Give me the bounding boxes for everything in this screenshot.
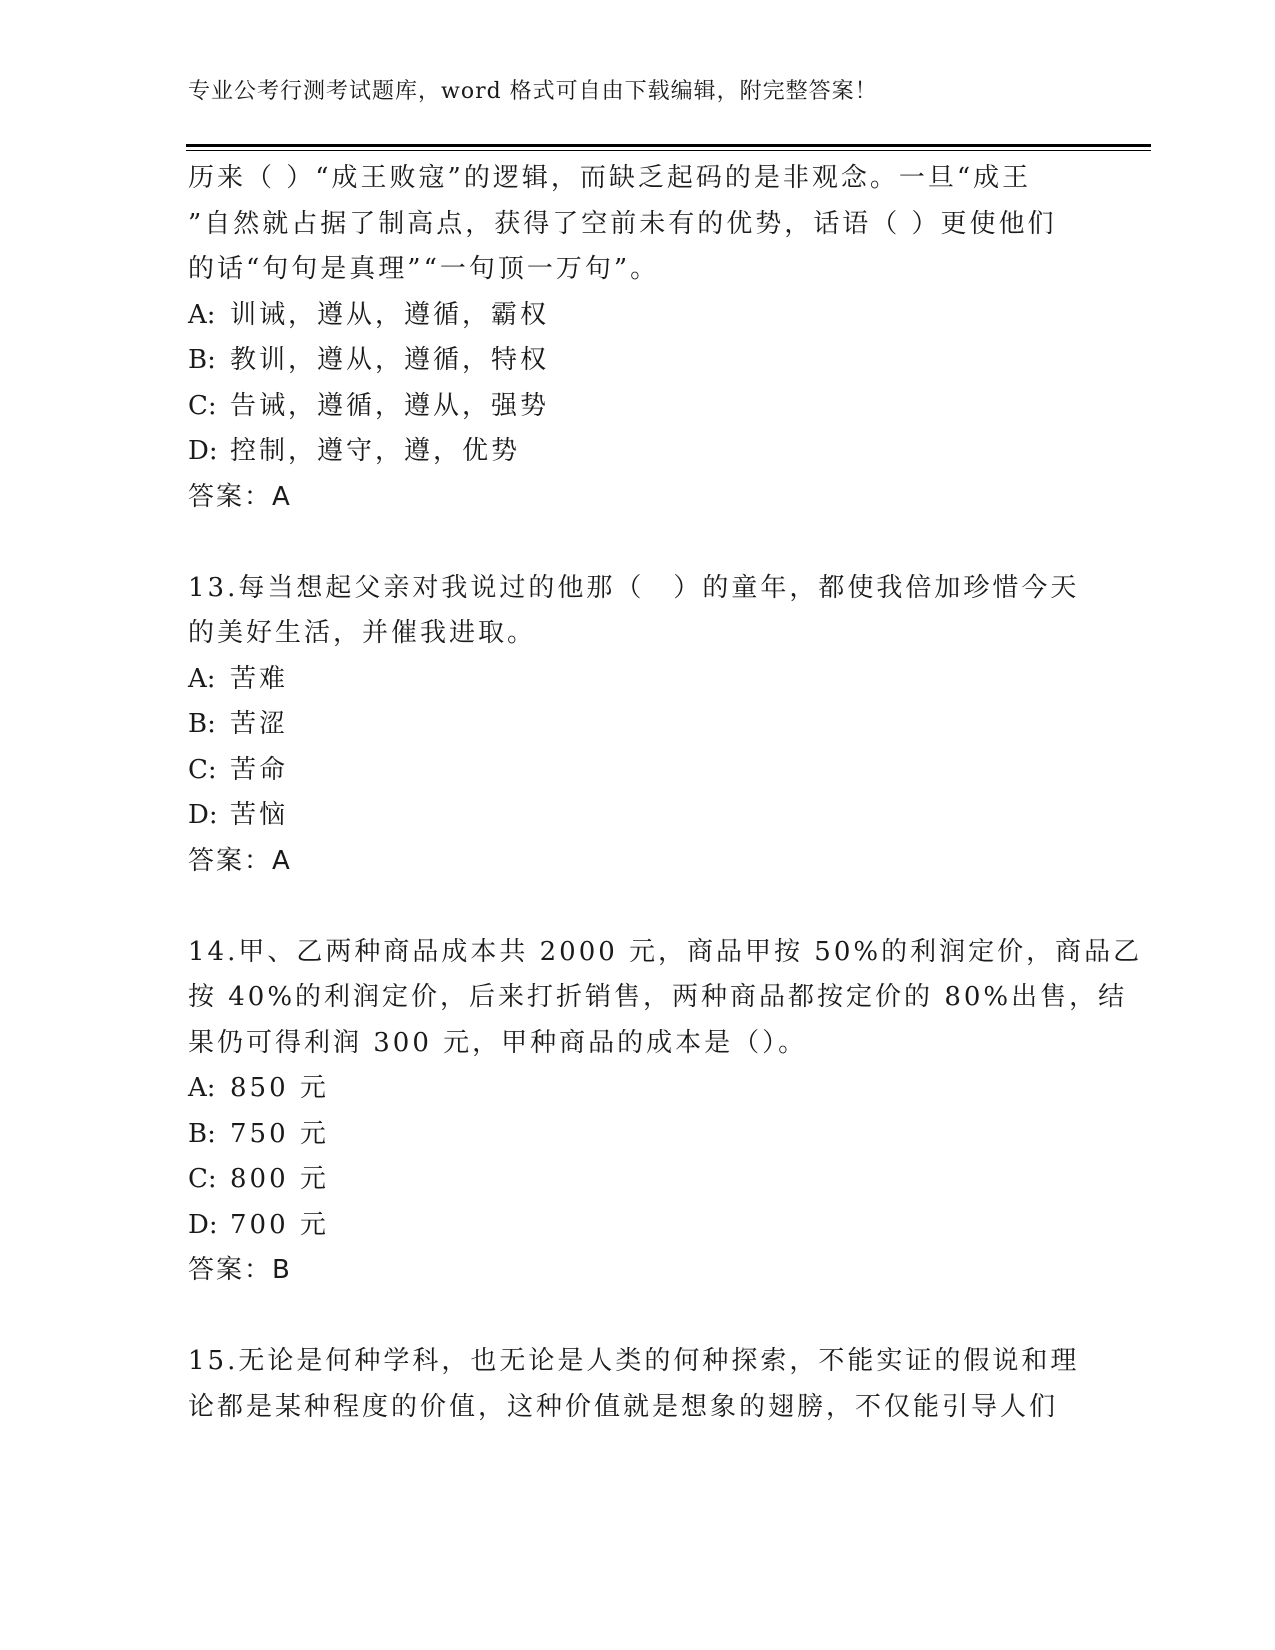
spacer xyxy=(188,520,1088,566)
option-key: B: xyxy=(188,345,216,375)
option-key: B: xyxy=(188,1118,216,1149)
question-text-line: 15.无论是何种学科，也无论是人类的何种探索，不能实证的假说和理 xyxy=(188,1346,1080,1376)
option-c xyxy=(188,1157,1088,1203)
option-text: 850 元 xyxy=(230,1073,329,1103)
option-text: 700 元 xyxy=(230,1209,329,1240)
header-rule-thin xyxy=(186,150,1151,151)
option-text: 控制，遵守，遵，优势 xyxy=(230,436,521,466)
option-text: 苦涩 xyxy=(230,709,289,739)
option-text: 苦难 xyxy=(230,663,289,694)
option-key: C: xyxy=(188,754,217,785)
option-b xyxy=(188,338,1088,384)
option-text: 教训，遵从，遵循，特权 xyxy=(230,345,550,375)
question-text-line: 论都是某种程度的价值，这种价值就是想象的翅膀，不仅能引导人们 xyxy=(188,1391,1059,1422)
question-text-line: 13.每当想起父亲对我说过的他那（ ）的童年，都使我倍加珍惜今天 xyxy=(188,572,1080,603)
question-text-line: 历来（ ）“成王败寇”的逻辑，而缺乏起码的是非观念。一旦“成王 xyxy=(188,163,1032,193)
option-text: 告诫，遵循，遵从，强势 xyxy=(230,390,550,421)
question-text-line: 果仍可得利润 300 元，甲种商品的成本是（）。 xyxy=(188,1027,808,1058)
option-key: A: xyxy=(188,1073,216,1103)
question-15 xyxy=(188,1339,1088,1430)
spacer xyxy=(188,1294,1088,1340)
question-text-line: 的美好生活，并催我进取。 xyxy=(188,618,537,648)
option-text: 苦命 xyxy=(230,754,289,785)
question-13 xyxy=(188,566,1088,885)
option-text: 训诫，遵从，遵循，霸权 xyxy=(230,299,550,330)
option-b xyxy=(188,702,1088,748)
option-key: C: xyxy=(188,390,217,421)
question-12 xyxy=(188,156,1088,520)
option-text: 800 元 xyxy=(230,1164,329,1194)
question-text-line: 的话“句句是真理”“一句顶一万句”。 xyxy=(188,254,660,284)
question-text-line: 按 40%的利润定价，后来打折销售，两种商品都按定价的 80%出售，结 xyxy=(188,982,1128,1012)
spacer xyxy=(188,884,1088,930)
answer-line: 答案：A xyxy=(188,481,292,512)
option-d xyxy=(188,793,1088,839)
option-d xyxy=(188,429,1088,475)
option-c xyxy=(188,384,1088,430)
option-a xyxy=(188,657,1088,703)
page-header: 专业公考行测考试题库，word 格式可自由下载编辑，附完整答案！ xyxy=(188,79,878,104)
option-key: D: xyxy=(188,800,218,830)
answer-line: 答案：A xyxy=(188,845,292,876)
question-14 xyxy=(188,930,1143,1294)
option-text: 苦恼 xyxy=(230,800,289,830)
option-text: 750 元 xyxy=(230,1118,329,1149)
question-text-line: 14.甲、乙两种商品成本共 2000 元，商品甲按 50%的利润定价，商品乙 xyxy=(188,936,1143,967)
option-c xyxy=(188,748,1088,794)
option-d xyxy=(188,1203,1088,1249)
option-key: D: xyxy=(188,436,218,466)
option-a xyxy=(188,293,1088,339)
question-list xyxy=(188,156,1143,1430)
option-key: C: xyxy=(188,1164,217,1194)
option-key: B: xyxy=(188,709,216,739)
question-text-line: ”自然就占据了制高点，获得了空前未有的优势，话语（ ）更使他们 xyxy=(188,208,1057,239)
option-key: A: xyxy=(188,299,216,330)
option-key: D: xyxy=(188,1209,218,1240)
header-rule-thick xyxy=(186,144,1151,147)
option-b xyxy=(188,1112,1088,1158)
option-a xyxy=(188,1066,1088,1112)
answer-line: 答案：B xyxy=(188,1255,292,1285)
option-key: A: xyxy=(188,663,216,694)
